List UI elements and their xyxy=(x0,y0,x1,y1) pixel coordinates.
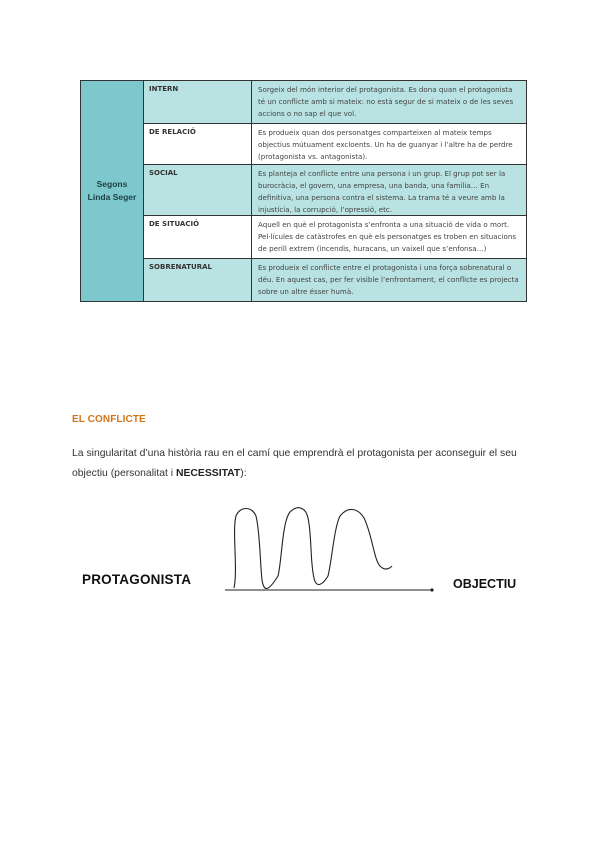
journey-wave xyxy=(234,508,392,589)
row-description: Sorgeix del món interior del protagonista. Es dona quan el protagonista té un conflicte amb si mateix: no està segur de si mateix o de les seves accions o no sap el que vol. xyxy=(258,85,514,118)
paragraph-end: ): xyxy=(240,468,247,479)
row-name: SOCIAL xyxy=(144,165,252,215)
table-row-sobrenatural xyxy=(144,259,526,301)
section-paragraph xyxy=(72,444,532,484)
objectiu-label: OBJECTIU xyxy=(453,577,517,591)
conflict-types-table xyxy=(80,80,527,302)
section-title: EL CONFLICTE xyxy=(72,414,146,425)
journey-diagram xyxy=(70,500,540,620)
baseline-end-dot xyxy=(430,588,433,591)
table-rows xyxy=(144,81,526,301)
side-label-line-1: Segons xyxy=(96,179,128,189)
table-row-de-relacio xyxy=(144,124,526,165)
protagonista-label: PROTAGONISTA xyxy=(82,572,192,587)
table-side-label xyxy=(81,81,144,301)
row-name: DE RELACIÓ xyxy=(144,124,252,164)
side-label-line-2: Linda Seger xyxy=(87,192,137,202)
table-row-de-situacio xyxy=(144,216,526,259)
row-description: Es produeix el conflicte entre el protagonista i una força sobrenatural o déu. En aquest cas, per fer visible l’enfrontament, el conflicte es projecta sobre un altre ésser humà. xyxy=(258,263,519,296)
row-name: INTERN xyxy=(144,81,252,123)
paragraph-text: La singularitat d’una història rau en el camí que emprendrà el protagonista per aconseguir el seu objectiu (personalitat i xyxy=(72,448,517,479)
row-name: DE SITUACIÓ xyxy=(144,216,252,258)
row-description: Aquell en què el protagonista s’enfronta a una situació de vida o mort. Pel·lícules de catàstrofes en què els personatges es troben en situacions de perill extrem (incendis, huracans, un vaixell que s’enfonsa…) xyxy=(258,220,517,253)
table-row-social xyxy=(144,165,526,216)
table-row-intern xyxy=(144,81,526,124)
paragraph-bold: NECESSITAT xyxy=(175,468,241,479)
row-description: Es produeix quan dos personatges comparteixen al mateix temps objectius mútuament excloents. Un ha de guanyar i l’altre ha de perdre (protagonista vs. antagonista). xyxy=(258,128,513,161)
row-name: SOBRENATURAL xyxy=(144,259,252,301)
row-description: Es planteja el conflicte entre una persona i un grup. El grup pot ser la burocràcia, el govern, una empresa, una banda, una família… En definitiva, una persona contra el sistema. La trama té a veure amb la injustícia, la corrupció, l’opressió, etc. xyxy=(258,169,506,214)
